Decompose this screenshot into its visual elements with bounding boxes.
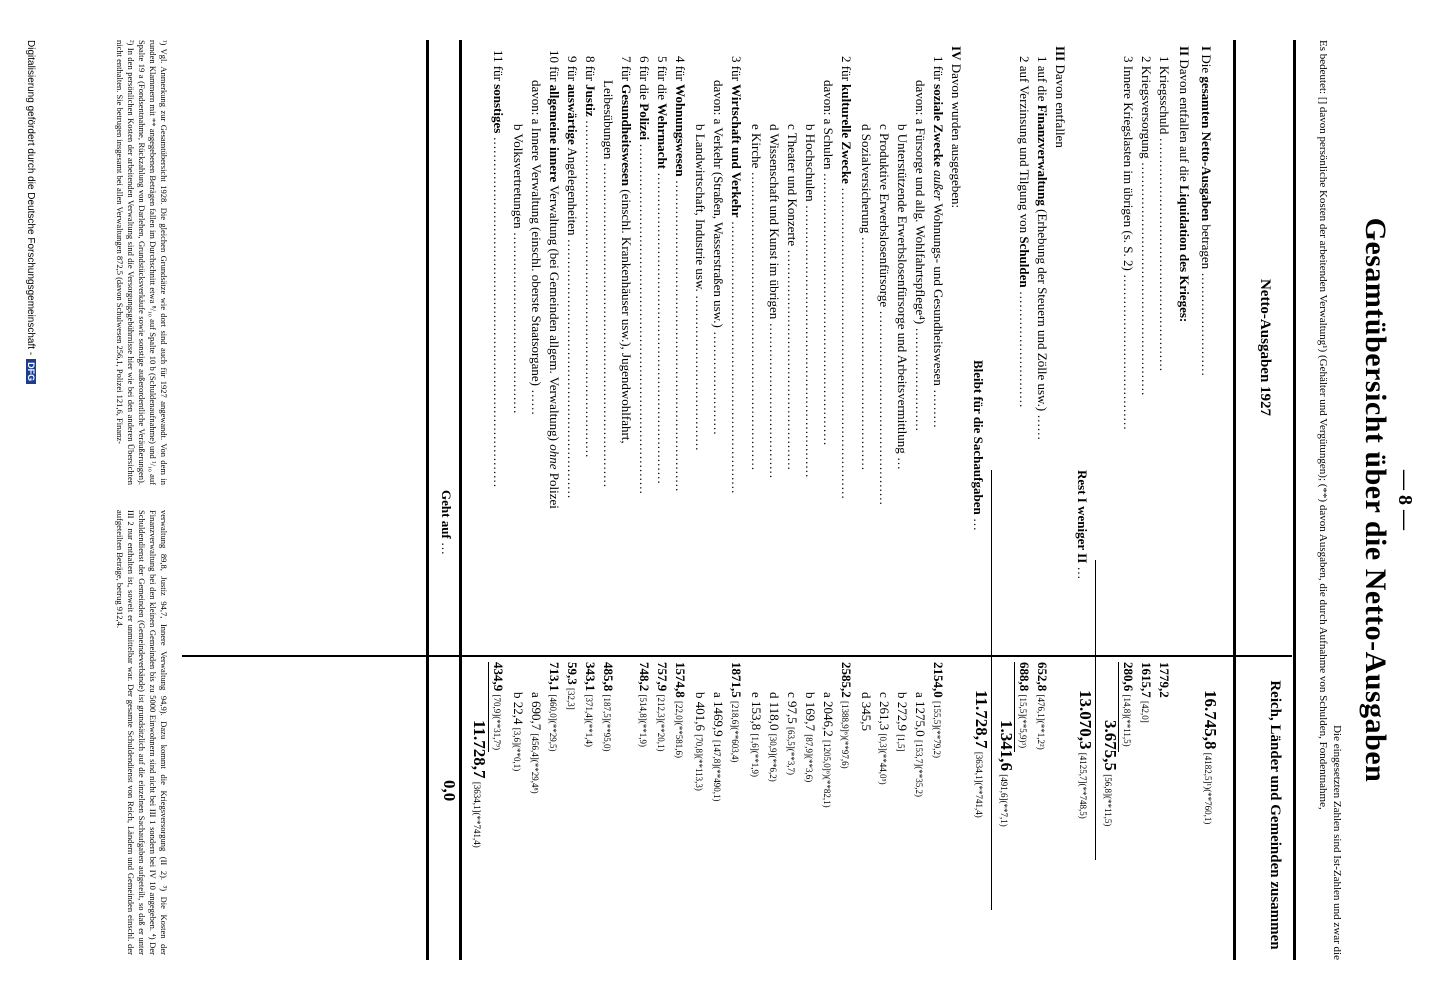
value-krieg-total-sub: [56,8](**11,5)	[1103, 774, 1113, 827]
value-theater-sub: [63,5](**3,7)	[786, 727, 796, 776]
value-fuersorge	[911, 692, 928, 797]
column-divider	[182, 655, 1292, 657]
row-rest: Rest I weniger II …	[1075, 470, 1090, 580]
value-wehrmacht-main: 757,9	[655, 662, 670, 692]
row-soziale: 1 für soziale Zwecke außer Wohnungs- und Gesundheitswesen ………	[931, 56, 946, 429]
row-kirche: e Kirche ……………………………………………………………	[749, 124, 764, 471]
value-gesamt-main: 16.745,8	[1201, 690, 1220, 750]
column-header-right: Reich, Länder und Gemeinden zusammen	[1267, 680, 1283, 950]
row-fuersorge-label: davon: a Fürsorge und allg. Wohlfahrtspflege⁴)	[913, 80, 928, 325]
value-wissenschaft-sub: [30,9](**6,2)	[768, 733, 778, 782]
row-verkehr: davon: a Verkehr (Straßen, Wasserstraßen usw.) ……………………	[711, 80, 726, 436]
value-sach-sub: [3634,1](**741,4)	[974, 751, 984, 818]
row-kulturelle-b: kulturelle Zwecke	[839, 84, 854, 184]
footnotes-right: verwaltung 89,8, Justiz 94,7, Innere Verwaltung 94,9). Dazu kommt die Kriegsversorgung (II 2). ³) Die Kosten der Finanzverwaltung bei den kleinen Gemeinden bis zu 5000 Einwohnern sind nicht bei III 1 sondern bei IV 10 angegeben. ⁴) Der Schuldendienst der Gemeinden (Gemeindeverbände) ist grundsätzlich auf die einzelnen Sachaufgaben aufgeteilt, so daß er unter III 2 nur enthalten ist, soweit er unmittelbar war. Der gesamte Schuldendienst von Reich, Ländern und Gemeinden einschl. der aufgeteilten Beträge, betrug 912,4.	[115, 510, 169, 955]
row-hochschulen: b Hochschulen ………………………………………………………	[803, 124, 818, 478]
value-rest-main: 13.070,3	[1076, 690, 1095, 750]
value-produktive	[875, 692, 892, 785]
value-soziale-sub: [155,5](**79,2)	[932, 701, 942, 758]
intro-line-2: Es bedeutet: [] davon persönliche Kosten der arbeitenden Verwaltung¹) (Gehälter und Vergütungen); (**) davon Ausgaben, die durch Aufnahme von Schulden, Fondentnahme,	[1317, 40, 1329, 810]
value-iii-total-sub: [491,6](**7,1)	[999, 774, 1009, 827]
value-wirtschaft-main: 1871,5	[729, 662, 744, 698]
value-sozialversicherung-main: d 345,5	[859, 692, 874, 731]
value-kriegslasten-sub: [14,8](**11,5)	[1122, 694, 1132, 747]
value-schulden-sub: [15,5](**5,9)³)	[1018, 694, 1028, 749]
row-innere	[546, 50, 562, 509]
value-hochschulen-sub: [87,9](**3,6)	[804, 734, 814, 783]
value-iv-total-main: 11.728,7	[470, 720, 489, 779]
value-iii-total-main: 1.341,6	[997, 720, 1016, 771]
value-kriegsversorgung	[1137, 662, 1154, 723]
value-wohnung-sub: [22,0](**581,6)	[674, 701, 684, 758]
value-polizei-main: 748,2	[637, 662, 652, 692]
value-produktive-main: c 261,3	[877, 692, 892, 731]
table-geht-rule	[459, 40, 462, 960]
sach-rule	[991, 470, 992, 910]
row-krieg-heading	[1176, 46, 1192, 322]
row-iii-label: Davon entfallen	[1053, 64, 1068, 148]
value-sach-main: 11.728,7	[972, 690, 991, 749]
value-innere-verwaltung	[527, 692, 544, 794]
value-wirtschaft-sub: [218,6](**603,4)	[730, 701, 740, 763]
row-finanz-b: Finanzverwaltung	[1035, 104, 1050, 206]
row-innere-d: ohne	[547, 444, 562, 470]
row-innere-e: Polizei	[547, 469, 562, 509]
row-schulen-label: davon: a Schulen	[821, 80, 836, 170]
row-wohnung: 4 für Wohnungswesen ………………………………………………………………	[673, 56, 688, 492]
value-kulturelle-main: 2585,2	[839, 662, 854, 698]
row-soziale-d: Wohnungs- und Gesundheitswesen	[931, 200, 946, 386]
row-innere-verwaltung: davon: a Innere Verwaltung (einschl. oberste Staatsorgane) ……	[529, 80, 544, 416]
row-iv-label: Davon wurden ausgegeben:	[949, 63, 964, 209]
value-rest-sub: [4125,7](**748,5)	[1078, 752, 1088, 819]
value-justiz-sub: [371,4](**1,4)	[584, 694, 594, 747]
row-krieg-num: II	[1177, 46, 1192, 57]
value-sonstiges-sub: [70,9](**31,7⁹)	[492, 694, 502, 751]
value-auswaertige	[563, 662, 580, 710]
value-wehrmacht	[653, 662, 670, 752]
document-page	[24, 40, 1424, 960]
value-krieg-total-main: 3.675,5	[1101, 720, 1120, 771]
value-geht-auf	[440, 780, 457, 801]
row-finanz-c: (Erhebung der Steuern und Zölle usw.)	[1035, 205, 1050, 412]
value-geht-main: 0,0	[440, 780, 459, 802]
row-wirtschaft-b: Wirtschaft und Verkehr	[729, 84, 744, 218]
value-schulden	[1015, 662, 1032, 748]
row-verkehr-label: davon: a Verkehr (Straßen, Wasserstraßen usw.)	[711, 80, 726, 328]
header-bottom-rule	[1233, 40, 1236, 960]
row-geht-auf: Geht auf …	[439, 490, 454, 555]
row-geht-label: Geht auf	[439, 490, 454, 539]
value-kriegsversorgung-main: 1615,7	[1139, 662, 1154, 698]
value-volksvertretungen-sub: [3,6](**0,1)	[512, 727, 522, 772]
row-volksvertretungen: b Volksvertretungen ……………………………………	[511, 124, 526, 414]
row-iii-heading	[1052, 46, 1068, 148]
row-gesamt-num: I	[1199, 46, 1214, 52]
value-rest	[1075, 690, 1093, 819]
row-iii-num: III	[1053, 46, 1068, 62]
digitization-credit	[25, 40, 36, 384]
value-innere-main: 713,1	[547, 662, 562, 692]
value-sonstiges-main: 434,9	[491, 662, 506, 692]
row-wirtschaft: 3 für Wirtschaft und Verkehr ………………………………………………………	[729, 56, 744, 494]
value-kriegsschuld	[1156, 662, 1172, 698]
value-fuersorge-sub: [153,7](**35,2)	[914, 740, 924, 798]
row-gesamt-c: betragen	[1199, 221, 1214, 270]
value-sachaufgaben	[971, 690, 989, 818]
value-gesundheit	[599, 662, 616, 752]
row-sozialversicherung-label: d Sozialversicherung	[859, 124, 874, 234]
value-gesamt-sub: [4182,5]¹)(**760,1)	[1203, 752, 1213, 825]
row-polizei: 6 für die Polizei ………………………………………………………………………	[637, 56, 652, 495]
row-kulturelle: 2 für kulturelle Zwecke ………………………………………………………………	[839, 56, 854, 500]
value-sozialversicherung	[858, 692, 874, 731]
value-kriegsversorgung-sub: [42,0]	[1140, 701, 1150, 723]
dfg-logo: DFG	[26, 359, 36, 384]
table-top-rule	[1293, 40, 1296, 960]
value-unterstuetzende-main: b 272,9	[895, 692, 910, 731]
row-gesundheit-b: Gesundheitswesen	[619, 84, 634, 187]
value-auswaertige-main: 59,3	[565, 662, 580, 685]
row-innere-a: 10 für	[547, 50, 562, 85]
value-soziale	[929, 662, 946, 758]
value-schulden-main: 688,8	[1017, 662, 1032, 692]
row-finanz-a: 1 auf die	[1035, 56, 1050, 105]
value-innere-verwaltung-main: a 690,7	[529, 692, 544, 731]
row-gesamt: I Die gesamten Netto-Ausgaben betragen ……………………	[1199, 46, 1214, 377]
value-gesundheit-main: 485,8	[601, 662, 616, 692]
row-kriegsschuld-label: 1 Kriegsschuld	[1157, 56, 1172, 135]
value-hochschulen	[801, 692, 818, 782]
row-wirtschaft-a: 3 für	[729, 56, 744, 85]
value-theater	[783, 692, 800, 775]
row-wehrmacht-b: Wehrmacht	[655, 103, 670, 170]
value-verkehr-main: a 1469,9	[711, 692, 726, 737]
row-kriegsversorgung-label: 2 Kriegsversorgung	[1139, 56, 1154, 159]
value-iv-total	[469, 720, 487, 848]
value-schulen-main: a 2046,2	[821, 692, 836, 737]
row-hochschulen-label: b Hochschulen	[803, 124, 818, 202]
row-sozialversicherung: d Sozialversicherung ………………………………………………	[859, 124, 874, 471]
row-kriegslasten: 3 Innere Kriegslasten im übrigen (s. S. 2) ………………………………	[1121, 56, 1136, 431]
row-rest-label: Rest I weniger II	[1075, 470, 1090, 564]
row-schulen: davon: a Schulen ………………………………………………………	[821, 80, 836, 446]
value-innere-verwaltung-sub: [456,4](**29,4⁸)	[530, 733, 540, 794]
row-schulden-b: Schulden	[1017, 236, 1032, 288]
row-soziale-a: 1 für	[931, 56, 946, 85]
row-wissenschaft-label: d Wissenschaft und Kunst im übrigen	[767, 124, 782, 320]
value-produktive-sub: [0,3](**44,0⁵)	[878, 733, 888, 785]
value-hochschulen-main: b 169,7	[803, 692, 818, 731]
value-finanz-main: 652,8	[1035, 662, 1050, 692]
value-soziale-main: 2154,0	[931, 662, 946, 698]
row-kriegslasten-label: 3 Innere Kriegslasten im übrigen (s. S. 2)	[1121, 56, 1136, 271]
row-kriegsschuld: 1 Kriegsschuld ………………………………………………	[1157, 56, 1172, 372]
value-innere-sub: [460,0](**29,5)	[548, 694, 558, 752]
row-fuersorge: davon: a Fürsorge und allg. Wohlfahrtspflege⁴) ……………………	[913, 80, 928, 432]
row-iv-num: IV	[949, 46, 964, 61]
row-landwirtschaft-label: b Landwirtschaft, Industrie usw.	[693, 124, 708, 292]
row-volksvertretungen-label: b Volksvertretungen	[511, 124, 526, 229]
value-krieg-total	[1100, 720, 1118, 826]
row-soziale-c: außer	[931, 166, 946, 201]
value-unterstuetzende	[893, 692, 910, 752]
row-theater: c Theater und Konzerte ……………………………………………	[785, 124, 800, 471]
row-theater-label: c Theater und Konzerte	[785, 124, 800, 247]
value-landwirtschaft	[691, 692, 708, 791]
column-header-left: Netto-Ausgaben 1927	[1257, 278, 1273, 417]
intro-line-1: Die eingesetzten Zahlen sind Ist-Zahlen und zwar die	[1331, 725, 1343, 960]
row-polizei-b: Polizei	[637, 103, 652, 141]
row-schulden-a: 2 auf Verzinsung und Tilgung von	[1017, 56, 1032, 237]
intro-text	[1316, 40, 1344, 960]
row-leibesuebungen-label: Leibesübungen	[601, 80, 616, 160]
row-produktive: c Produktive Erwerbslosenfürsorge ………………………………………	[877, 124, 892, 506]
value-wohnung	[671, 662, 688, 758]
row-schulden: 2 auf Verzinsung und Tilgung von Schulden ………………………	[1017, 56, 1032, 408]
row-gesundheit-c: (einschl. Krankenhäuser usw.), Jugendwohlfahrt,	[619, 186, 634, 444]
row-justiz-b: Justiz	[583, 84, 598, 117]
value-kirche-sub: [1,6](**1,9)	[750, 733, 760, 778]
value-fuersorge-main: a 1275,0	[913, 692, 928, 737]
value-unterstuetzende-sub: [1,5]	[896, 734, 906, 752]
row-innere-b: allgemeine innere	[547, 84, 562, 183]
value-kriegslasten-main: 280,6	[1121, 662, 1136, 692]
row-kulturelle-a: 2 für	[839, 56, 854, 85]
row-krieg-a: Davon entfallen auf die	[1177, 59, 1192, 185]
row-soziale-b: soziale Zwecke	[931, 84, 946, 167]
rest-rule	[1095, 560, 1096, 860]
value-justiz-main: 343,1	[583, 662, 598, 692]
row-unterstuetzende: b Unterstützende Erwerbslosenfürsorge und Arbeitsvermittlung …	[895, 124, 910, 470]
row-auswaertige-c: Angelegenheiten	[565, 144, 580, 236]
value-wohnung-main: 1574,8	[673, 662, 688, 698]
page-title: Gesamtübersicht über die Netto-Ausgaben	[1359, 217, 1392, 783]
row-kriegsversorgung: 2 Kriegsversorgung ………………………………………………	[1139, 56, 1154, 396]
row-kirche-label: e Kirche	[749, 124, 764, 169]
row-gesamt-b: gesamten Netto-Ausgaben	[1199, 76, 1214, 222]
value-gesamt	[1200, 690, 1218, 824]
value-schulen	[819, 692, 836, 808]
row-sonstiges-a: 11 für	[491, 50, 506, 85]
value-landwirtschaft-sub: [70,8](**113,3)	[694, 734, 704, 791]
row-gesamt-a: Die	[1199, 54, 1214, 77]
row-krieg-b: Liquidation des Krieges:	[1177, 185, 1192, 323]
value-kulturelle-sub: [1388,9]⁶)(**97,6)	[840, 701, 850, 769]
value-auswaertige-sub: [32,3]	[566, 688, 576, 710]
row-iv-heading	[948, 46, 964, 208]
row-auswaertige: 9 für auswärtige Angelegenheiten ……………………………………………………	[565, 56, 580, 499]
row-wissenschaft: d Wissenschaft und Kunst im übrigen ………………………………	[767, 124, 782, 479]
value-polizei-sub: [514,8](**1,9)	[638, 694, 648, 747]
row-polizei-a: 6 für die	[637, 56, 652, 104]
row-gesundheit-a: 7 für	[619, 56, 634, 85]
value-wissenschaft	[765, 692, 782, 782]
value-wirtschaft	[727, 662, 744, 763]
value-verkehr	[709, 692, 726, 802]
value-kirche-main: e 153,8	[749, 692, 764, 731]
row-auswaertige-a: 9 für	[565, 56, 580, 85]
page-number: — 8 —	[1394, 470, 1416, 530]
row-auswaertige-b: auswärtige	[565, 84, 580, 145]
row-wohnung-b: Wohnungswesen	[673, 84, 688, 177]
value-kriegslasten	[1119, 662, 1136, 747]
row-unterstuetzende-label: b Unterstützende Erwerbslosenfürsorge und Arbeitsvermittlung	[895, 124, 910, 454]
row-wehrmacht-a: 5 für die	[655, 56, 670, 104]
row-justiz-a: 8 für	[583, 56, 598, 85]
value-sonstiges	[489, 662, 506, 750]
value-schulen-sub: [1205,0]⁶)(**82,1)	[822, 740, 832, 808]
value-finanz-sub: [476,1](**1,2²)	[1036, 694, 1046, 750]
row-landwirtschaft: b Landwirtschaft, Industrie usw. ………………………………	[693, 124, 708, 452]
value-volksvertretungen-main: b 22,4	[511, 692, 526, 725]
row-produktive-label: c Produktive Erwerbslosenfürsorge	[877, 124, 892, 308]
row-sach-label: Bleibt für die Sachaufgaben	[971, 360, 986, 515]
row-wohnung-a: 4 für	[673, 56, 688, 85]
value-kirche	[747, 692, 764, 777]
value-finanz	[1033, 662, 1050, 750]
row-wehrmacht: 5 für die Wehrmacht ………………………………………………………………	[655, 56, 670, 485]
row-leibesuebungen: Leibesübungen …………………………………………………………………	[601, 80, 616, 488]
value-volksvertretungen	[509, 692, 526, 771]
row-finanz: 1 auf die Finanzverwaltung (Erhebung der Steuern und Zölle usw.) ……	[1035, 56, 1050, 441]
value-gesundheit-sub: [187,5](**95,0)	[602, 694, 612, 752]
value-iii-total	[996, 720, 1014, 827]
value-theater-main: c 97,5	[785, 692, 800, 724]
row-innere-c: Verwaltung (bei Gemeinden allgem. Verwaltung)	[547, 182, 562, 445]
row-gesundheit	[618, 56, 634, 444]
value-kulturelle	[837, 662, 854, 769]
value-iv-total-sub: [3634,1](**741,4)	[472, 781, 482, 848]
value-polizei	[635, 662, 652, 747]
row-sonstiges-b: sonstiges	[491, 84, 506, 134]
row-sonstiges: 11 für sonstiges ………………………………………………………………………	[491, 50, 506, 488]
value-wissenschaft-main: d 118,0	[767, 692, 782, 731]
value-justiz	[581, 662, 598, 747]
value-wehrmacht-sub: [212,3](**20,1)	[656, 694, 666, 752]
value-verkehr-sub: [147,8](**490,1)	[712, 740, 722, 802]
table-bottom-rule	[426, 40, 429, 960]
value-innere	[545, 662, 562, 752]
row-innere-verwaltung-label: davon: a Innere Verwaltung (einschl. oberste Staatsorgane)	[529, 80, 544, 387]
value-landwirtschaft-main: b 401,6	[693, 692, 708, 731]
row-sachaufgaben: Bleibt für die Sachaufgaben …	[971, 360, 986, 531]
footnotes-left: ¹) Vgl. Anmerkung zur Gesamtübersicht 1928. Die gleichen Grundsätze wie dort sind auch für 1927 angewandt. Von dem in runden Klammern mit ** angegebenen Beträgen fallen im Durchschnitt etwa ⁸/₁₀ auf Spalte 10 b (Schuldenaufnahme) und ¹/₁₀ auf Spalte 19 a (Fondsentnahme, Rückzahlung von Darlehen, Grundstücksverkäufe sowie sonstige außerordentliche Veräußerungen). ²) In den persönlichen Kosten der arbeitenden Verwaltung sind die Versorgungsgebührnisse hier wie bei den anderen Übersichten nicht enthalten. Sie betrugen insgesamt bei allen Verwaltungen 872,5 (davon Schulwesen 256,1, Polizei 121,6, Finanz-	[115, 40, 169, 485]
value-kriegsschuld-main: 1779,2	[1157, 662, 1172, 698]
row-justiz: 8 für Justiz ……………………………………………………………………	[583, 56, 598, 458]
credit-text: Digitalisierung gefördert durch die Deutsche Forschungsgemeinschaft -	[25, 40, 36, 356]
